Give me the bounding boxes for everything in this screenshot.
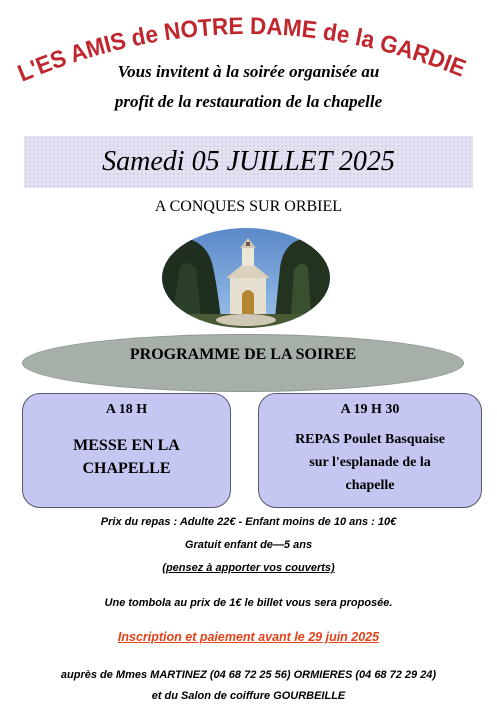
meal-line-2: sur l'esplanade de la <box>309 455 431 470</box>
invite-line-1: Vous invitent à la soirée organisée au <box>117 62 380 81</box>
chapel-photo <box>162 228 330 328</box>
meal-price: Prix du repas : Adulte 22€ - Enfant moins de 10 ans : 10€ <box>100 516 397 528</box>
date-banner <box>24 136 473 188</box>
programme-item-mass <box>22 393 231 508</box>
mass-line-2: CHAPELLE <box>82 460 171 477</box>
event-date: Samedi 05 JUILLET 2025 <box>102 146 395 177</box>
meal-line-1: REPAS Poulet Basquaise <box>295 432 445 447</box>
programme-title: PROGRAMME DE LA SOIREE <box>129 346 357 363</box>
cutlery-note: (pensez à apporter vos couverts) <box>162 562 335 574</box>
meal-time: A 19 H 30 <box>340 402 400 417</box>
invite-line-2: profit de la restauration de la chapelle <box>114 92 383 111</box>
programme-banner <box>22 334 464 392</box>
contacts-line-1: auprès de Mmes MARTINEZ (04 68 72 25 56) ORMIERES (04 68 72 29 24) <box>60 669 437 681</box>
programme-item-meal <box>258 393 482 508</box>
contacts-line-2: et du Salon de coiffure GOURBEILLE <box>151 690 346 702</box>
event-place: A CONQUES SUR ORBIEL <box>154 198 343 215</box>
child-free-note: Gratuit enfant de—5 ans <box>184 539 313 551</box>
mass-time: A 18 H <box>105 402 148 417</box>
registration-deadline: Inscription et paiement avant le 29 juin 2025 <box>117 630 380 644</box>
event-title-text: L'ES AMIS de NOTRE DAME de la GARDIE <box>14 12 471 88</box>
tombola-note: Une tombola au prix de 1€ le billet vous sera proposée. <box>104 597 393 609</box>
meal-line-3: chapelle <box>345 478 395 493</box>
mass-line-1: MESSE EN LA <box>73 437 180 454</box>
